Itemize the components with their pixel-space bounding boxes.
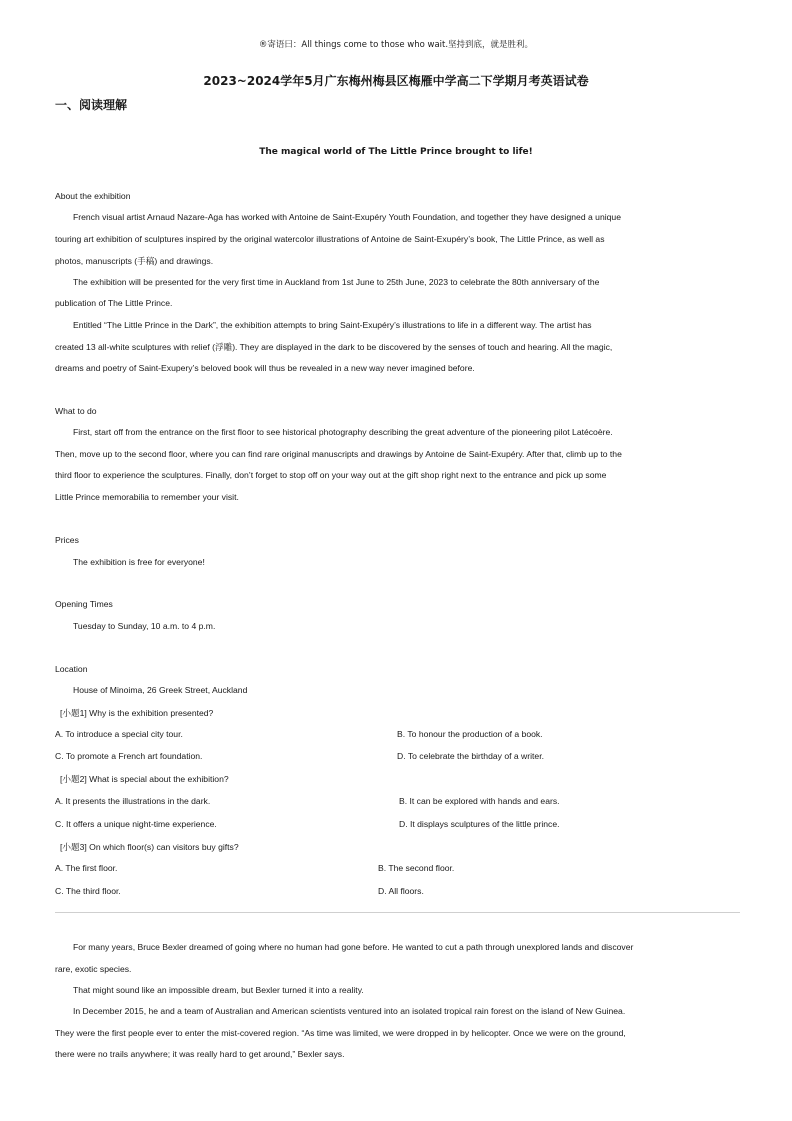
question-option: A. The first floor.: [55, 863, 118, 873]
question-option: B. It can be explored with hands and ears.: [399, 796, 560, 806]
paragraph-line: Entitled “The Little Prince in the Dark”, the exhibition attempts to bring Saint-Exupéry’s illustrations to life in a different way. The artist has: [73, 320, 592, 330]
paragraph-line: That might sound like an impossible dream, but Bexler turned it into a reality.: [73, 985, 364, 995]
section-divider: [55, 912, 740, 913]
exam-title: 2023~2024学年5月广东梅州梅县区梅雁中学高二下学期月考英语试卷: [203, 74, 589, 88]
question-option: B. The second floor.: [378, 863, 455, 873]
paragraph-line: third floor to experience the sculptures. Finally, don’t forget to stop off on your way out at the gift shop right next to the entrance and pick up some: [55, 470, 607, 480]
prices-text: The exhibition is free for everyone!: [73, 557, 205, 567]
paragraph-line: They were the first people ever to enter the mist-covered region. “As time was limited, we were dropped in by helicopter. Once we were on the ground,: [55, 1028, 626, 1038]
location-heading: Location: [55, 664, 88, 674]
paragraph-line: rare, exotic species.: [55, 964, 132, 974]
paragraph-line: touring art exhibition of sculptures inspired by the original watercolor illustrations of Antoine de Saint-Exupéry’s book, The Little Prince, as well as: [55, 234, 605, 244]
paragraph-line: publication of The Little Prince.: [55, 298, 173, 308]
paragraph-line: In December 2015, he and a team of Australian and American scientists ventured into an isolated tropical rain forest on the island of New Guinea.: [73, 1006, 626, 1016]
question-option: C. To promote a French art foundation.: [55, 751, 203, 761]
paragraph-line: First, start off from the entrance on the first floor to see historical photography describing the great adventure of the pioneering pilot Latécoère.: [73, 427, 613, 437]
opening-times-text: Tuesday to Sunday, 10 a.m. to 4 p.m.: [73, 621, 216, 631]
question-option: D. To celebrate the birthday of a writer.: [397, 751, 544, 761]
question-stem: [小题2] What is special about the exhibition?: [60, 774, 229, 784]
paragraph-line: French visual artist Arnaud Nazare-Aga has worked with Antoine de Saint-Exupéry Youth Foundation, and together they have designed a unique: [73, 212, 621, 222]
what-to-do-heading: What to do: [55, 406, 97, 416]
paragraph-line: The exhibition will be presented for the very first time in Auckland from 1st June to 25th June, 2023 to celebrate the 80th anniversary of the: [73, 277, 600, 287]
question-option: A. It presents the illustrations in the dark.: [55, 796, 211, 806]
question-stem: [小题1] Why is the exhibition presented?: [60, 708, 214, 718]
question-option: D. All floors.: [378, 886, 424, 896]
section-heading: 一、阅读理解: [55, 98, 128, 112]
paragraph-line: dreams and poetry of Saint-Exupery’s beloved book will thus be revealed in a new way never imagined before.: [55, 363, 475, 373]
motto-line: ®寄语曰：All things come to those who wait.坚持到底，就是胜利。: [258, 40, 534, 50]
paragraph-line: photos, manuscripts (手稿) and drawings.: [55, 256, 214, 266]
paragraph-line: Little Prince memorabilia to remember your visit.: [55, 492, 239, 502]
question-option: A. To introduce a special city tour.: [55, 729, 183, 739]
question-option: C. The third floor.: [55, 886, 121, 896]
paragraph-line: Then, move up to the second floor, where you can find rare original manuscripts and drawings by Antoine de Saint-Exupéry. After that, climb up to the: [55, 449, 622, 459]
opening-times-heading: Opening Times: [55, 599, 113, 609]
question-option: B. To honour the production of a book.: [397, 729, 543, 739]
prices-heading: Prices: [55, 535, 79, 545]
question-option: D. It displays sculptures of the little prince.: [399, 819, 560, 829]
about-heading: About the exhibition: [55, 191, 131, 201]
paragraph-line: there were no trails anywhere; it was really hard to get around,” Bexler says.: [55, 1049, 345, 1059]
question-option: C. It offers a unique night-time experience.: [55, 819, 217, 829]
paragraph-line: For many years, Bruce Bexler dreamed of going where no human had gone before. He wanted to cut a path through unexplored lands and discover: [73, 942, 634, 952]
paragraph-line: created 13 all-white sculptures with relief (浮雕). They are displayed in the dark to be discovered by the senses of touch and hearing. All the magic,: [55, 342, 613, 352]
location-text: House of Minoima, 26 Greek Street, Auckland: [73, 685, 248, 695]
question-stem: [小题3] On which floor(s) can visitors buy gifts?: [60, 842, 239, 852]
passage-title: The magical world of The Little Prince brought to life!: [259, 147, 533, 157]
